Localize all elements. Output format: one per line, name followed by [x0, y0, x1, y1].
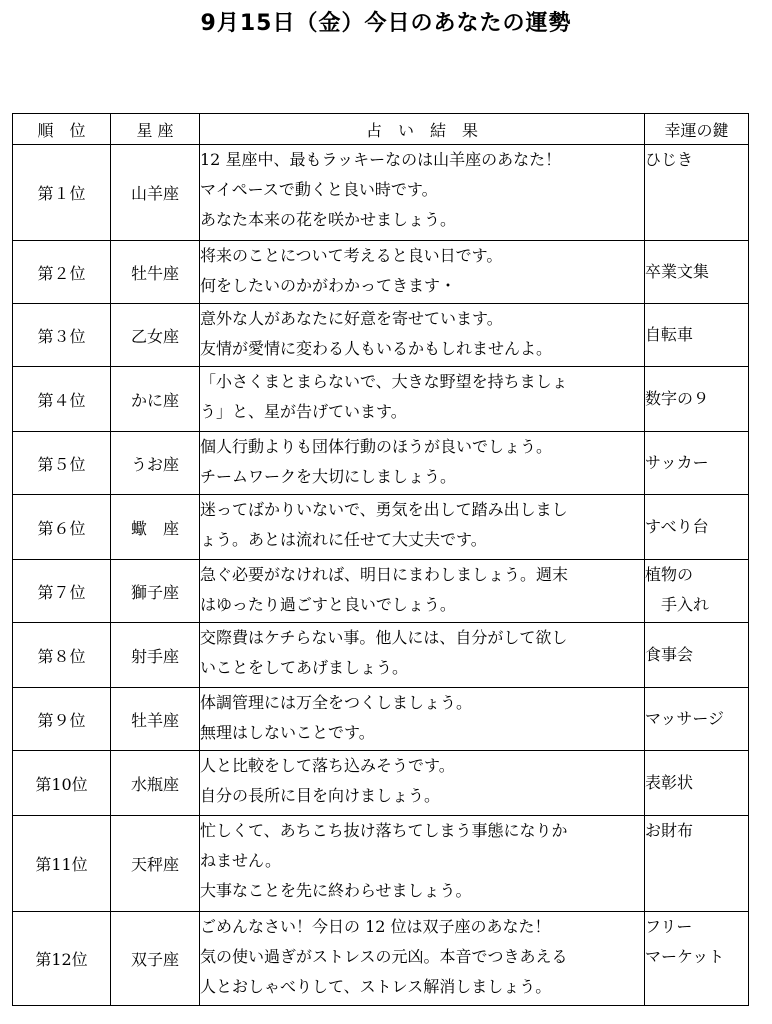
rank-cell: 第４位: [13, 367, 111, 432]
fortune-table: [12, 113, 749, 1006]
rank-cell: 第１位: [13, 145, 111, 241]
fortune-text-line: マイペースで動くと良い時です。: [200, 180, 438, 199]
fortune-result-cell: [200, 560, 645, 623]
fortune-text-line: 友情が愛情に変わる人もいるかもしれませんよ。: [200, 339, 553, 358]
fortune-result-cell: [200, 495, 645, 560]
lucky-key-line: 植物の: [645, 565, 694, 584]
lucky-key-line: 自転車: [645, 325, 694, 344]
zodiac-sign-cell: 牡牛座: [111, 241, 200, 304]
fortune-result-cell: [200, 432, 645, 495]
lucky-key-cell: [645, 145, 749, 241]
zodiac-sign-cell: かに座: [111, 367, 200, 432]
header-lucky-key: 幸運の鍵: [645, 114, 749, 145]
fortune-text-line: 人とおしゃべりして、ストレス解消しましょう。: [200, 977, 552, 996]
table-row: [13, 912, 749, 1006]
fortune-rows: [13, 145, 749, 1006]
table-row: [13, 367, 749, 432]
rank-cell: 第10位: [13, 751, 111, 816]
table-row: [13, 432, 749, 495]
fortune-text-line: 大事なことを先に終わらせましょう。: [200, 881, 472, 900]
fortune-result-cell: [200, 304, 645, 367]
fortune-text-line: 人と比較をして落ち込みそうです。: [200, 756, 455, 775]
fortune-text-line: 交際費はケチらない事。他人には、自分がして欲し: [200, 628, 568, 647]
fortune-text-line: 自分の長所に目を向けましょう。: [200, 786, 441, 805]
table-header-row: [13, 114, 749, 145]
fortune-text-line: 迷ってばかりいないで、勇気を出して踏み出しまし: [200, 500, 568, 519]
zodiac-sign-cell: 乙女座: [111, 304, 200, 367]
zodiac-sign-cell: 蠍 座: [111, 495, 200, 560]
lucky-key-line: 卒業文集: [645, 262, 710, 281]
fortune-result-cell: [200, 688, 645, 751]
rank-cell: 第７位: [13, 560, 111, 623]
lucky-key-line: ひじき: [645, 150, 694, 169]
fortune-text-line: 体調管理には万全をつくしましょう。: [200, 693, 473, 712]
table-row: [13, 688, 749, 751]
lucky-key-cell: [645, 688, 749, 751]
fortune-text-line: 個人行動よりも団体行動のほうが良いでしょう。: [200, 437, 553, 456]
fortune-text-line: ょう。あとは流れに任せて大丈夫です。: [200, 530, 487, 549]
table-row: [13, 560, 749, 623]
fortune-text-line: 「小さくまとまらないで、大きな野望を持ちましょ: [200, 372, 568, 391]
zodiac-sign-cell: 天秤座: [111, 816, 200, 912]
zodiac-sign-cell: 牡羊座: [111, 688, 200, 751]
rank-cell: 第９位: [13, 688, 111, 751]
lucky-key-line: すべり台: [645, 517, 709, 536]
fortune-result-cell: [200, 751, 645, 816]
page-title: 9月15日（金）今日のあなたの運勢: [200, 11, 572, 36]
header-sign: 星 座: [111, 114, 200, 145]
rank-cell: 第６位: [13, 495, 111, 560]
fortune-text-line: はゆったり過ごすと良いでしょう。: [200, 595, 456, 614]
lucky-key-cell: [645, 241, 749, 304]
fortune-text-line: う」と、星が告げています。: [200, 402, 407, 421]
rank-cell: 第３位: [13, 304, 111, 367]
lucky-key-cell: [645, 560, 749, 623]
header-rank: 順 位: [13, 114, 111, 145]
fortune-text-line: 意外な人があなたに好意を寄せています。: [200, 309, 503, 328]
zodiac-sign-cell: 山羊座: [111, 145, 200, 241]
zodiac-sign-cell: 水瓶座: [111, 751, 200, 816]
lucky-key-cell: [645, 304, 749, 367]
fortune-result-cell: [200, 367, 645, 432]
lucky-key-line: 表彰状: [645, 773, 694, 792]
header-result: 占 い 結 果: [200, 114, 645, 145]
table-row: [13, 623, 749, 688]
fortune-text-line: 将来のことについて考えると良い日です。: [200, 246, 503, 265]
fortune-result-cell: [200, 145, 645, 241]
fortune-text-line: いことをしてあげましょう。: [200, 658, 409, 677]
rank-cell: 第５位: [13, 432, 111, 495]
fortune-text-line: 12 星座中、最もラッキーなのは山羊座のあなた！: [200, 150, 562, 169]
table-row: [13, 495, 749, 560]
lucky-key-line: フリー: [645, 917, 693, 936]
fortune-result-cell: [200, 241, 645, 304]
lucky-key-cell: [645, 912, 749, 1006]
lucky-key-cell: [645, 751, 749, 816]
lucky-key-line: マーケット: [645, 947, 725, 966]
fortune-result-cell: [200, 912, 645, 1006]
table-row: [13, 145, 749, 241]
fortune-text-line: 無理はしないことです。: [200, 723, 375, 742]
lucky-key-line: 手入れ: [645, 595, 710, 614]
lucky-key-cell: [645, 495, 749, 560]
fortune-text-line: ごめんなさい！今日の 12 位は双子座のあなた！: [200, 917, 551, 936]
table-row: [13, 241, 749, 304]
fortune-text-line: 何をしたいのかがわかってきます・: [200, 276, 457, 295]
rank-cell: 第11位: [13, 816, 111, 912]
table-row: [13, 751, 749, 816]
lucky-key-line: サッカー: [645, 453, 709, 472]
fortune-text-line: 急ぐ必要がなければ、明日にまわしましょう。週末: [200, 565, 569, 584]
fortune-result-cell: [200, 623, 645, 688]
fortune-text-line: あなた本来の花を咲かせましょう。: [200, 210, 457, 229]
zodiac-sign-cell: 獅子座: [111, 560, 200, 623]
lucky-key-cell: [645, 623, 749, 688]
lucky-key-line: 数字の９: [645, 389, 710, 408]
zodiac-sign-cell: 射手座: [111, 623, 200, 688]
table-row: [13, 304, 749, 367]
lucky-key-cell: [645, 367, 749, 432]
lucky-key-line: 食事会: [645, 645, 694, 664]
rank-cell: 第12位: [13, 912, 111, 1006]
fortune-text-line: ねません。: [200, 851, 281, 870]
lucky-key-line: お財布: [645, 821, 694, 840]
fortune-text-line: 忙しくて、あちこち抜け落ちてしまう事態になりか: [200, 821, 568, 840]
fortune-text-line: 気の使い過ぎがストレスの元凶。本音でつきあえる: [200, 947, 568, 966]
rank-cell: 第２位: [13, 241, 111, 304]
lucky-key-cell: [645, 432, 749, 495]
zodiac-sign-cell: うお座: [111, 432, 200, 495]
lucky-key-cell: [645, 816, 749, 912]
zodiac-sign-cell: 双子座: [111, 912, 200, 1006]
lucky-key-line: マッサージ: [645, 709, 725, 728]
rank-cell: 第８位: [13, 623, 111, 688]
fortune-result-cell: [200, 816, 645, 912]
table-row: [13, 816, 749, 912]
fortune-text-line: チームワークを大切にしましょう。: [200, 467, 457, 486]
